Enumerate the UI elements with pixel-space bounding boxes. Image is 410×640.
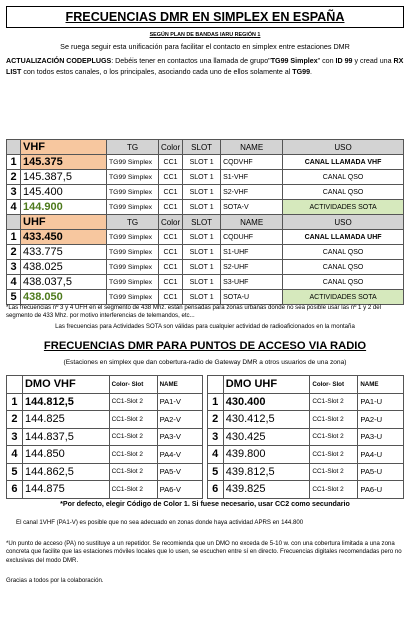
codeplugs-tg: TG99 Simplex bbox=[270, 57, 318, 65]
frequency-cell: 144.900 bbox=[21, 200, 107, 215]
vhf-header-row bbox=[7, 140, 404, 155]
codeplugs-text-3: y cread una bbox=[352, 57, 394, 65]
slot-header: SLOT bbox=[183, 140, 221, 155]
row-number: 6 bbox=[7, 481, 23, 499]
uhf-slot-cell: CC1-Slot 2 bbox=[310, 411, 358, 429]
table-row bbox=[7, 411, 404, 429]
vhf-slot-header: Color- Slot bbox=[109, 376, 157, 394]
row-number: 5 bbox=[7, 463, 23, 481]
color-header: Color bbox=[159, 140, 183, 155]
color-cell: CC1 bbox=[159, 155, 183, 170]
name-cell: S1-VHF bbox=[221, 170, 283, 185]
header-num-cell bbox=[7, 215, 21, 230]
frequency-cell: 145.375 bbox=[21, 155, 107, 170]
slot-cell: SLOT 1 bbox=[183, 275, 221, 290]
uhf-name-header: NAME bbox=[358, 376, 404, 394]
vhf-frequency-cell: 144.825 bbox=[22, 411, 109, 429]
codeplugs-id: ID 99 bbox=[335, 57, 353, 65]
slot-cell: SLOT 1 bbox=[183, 245, 221, 260]
vhf-name-cell: PA5-V bbox=[157, 463, 203, 481]
color-code-note: *Por defecto, elegir Código de Color 1. Si fuese necesario, usar CC2 como secundario bbox=[60, 500, 350, 508]
tg-cell: TG99 Simplex bbox=[107, 200, 159, 215]
color-cell: CC1 bbox=[159, 290, 183, 305]
table-row bbox=[7, 155, 404, 170]
uhf-frequency-cell: 439.825 bbox=[223, 481, 310, 499]
vhf-frequency-cell: 144.875 bbox=[22, 481, 109, 499]
header-num-cell bbox=[207, 376, 223, 394]
row-number: 6 bbox=[207, 481, 223, 499]
codeplugs-tg2: TG99 bbox=[292, 67, 311, 76]
color-cell: CC1 bbox=[159, 245, 183, 260]
color-header: Color bbox=[159, 215, 183, 230]
uhf-frequency-cell: 439.812,5 bbox=[223, 463, 310, 481]
simplex-frequency-table bbox=[6, 139, 404, 305]
frequency-cell: 433.775 bbox=[21, 245, 107, 260]
intro-text: Se ruega seguir esta unificación para facilitar el contacto en simplex entre estaciones DMR bbox=[60, 42, 350, 51]
slot-cell: SLOT 1 bbox=[183, 155, 221, 170]
color-cell: CC1 bbox=[159, 200, 183, 215]
vhf-frequency-cell: 144.850 bbox=[22, 446, 109, 464]
dmo-vhf-header: DMO VHF bbox=[22, 376, 109, 394]
name-cell: SOTA-V bbox=[221, 200, 283, 215]
vhf-slot-cell: CC1-Slot 2 bbox=[109, 481, 157, 499]
table-row bbox=[7, 230, 404, 245]
uhf-frequency-cell: 439.800 bbox=[223, 446, 310, 464]
slot-cell: SLOT 1 bbox=[183, 260, 221, 275]
frequency-cell: 438.050 bbox=[21, 290, 107, 305]
vhf-name-header: NAME bbox=[157, 376, 203, 394]
uhf-frequency-cell: 430.400 bbox=[223, 393, 310, 411]
uso-cell: CANAL LLAMADA VHF bbox=[283, 155, 404, 170]
uhf-slot-cell: CC1-Slot 2 bbox=[310, 463, 358, 481]
uhf-header-row bbox=[7, 215, 404, 230]
uhf-slot-cell: CC1-Slot 2 bbox=[310, 428, 358, 446]
codeplugs-text-1: : Debéis tener en contactos una llamada de grupo" bbox=[111, 57, 271, 65]
slot-cell: SLOT 1 bbox=[183, 230, 221, 245]
table-row bbox=[7, 275, 404, 290]
uso-cell: CANAL QSO bbox=[283, 275, 404, 290]
aprs-note: El canal 1VHF (PA1-V) es posible que no sea adecuado en zonas donde haya actividad APRS en 144.800 bbox=[16, 519, 304, 526]
uso-header: USO bbox=[283, 140, 404, 155]
vhf-name-cell: PA6-V bbox=[157, 481, 203, 499]
name-cell: CQDUHF bbox=[221, 230, 283, 245]
row-number: 2 bbox=[7, 170, 21, 185]
vhf-slot-cell: CC1-Slot 2 bbox=[109, 463, 157, 481]
row-number: 3 bbox=[7, 260, 21, 275]
access-point-table bbox=[6, 375, 404, 499]
uhf-slot-header: Color- Slot bbox=[310, 376, 358, 394]
table-row bbox=[7, 393, 404, 411]
name-cell: CQDVHF bbox=[221, 155, 283, 170]
frequency-cell: 438.025 bbox=[21, 260, 107, 275]
row-number: 3 bbox=[7, 428, 23, 446]
thanks-note: Gracias a todos por la colaboración. bbox=[6, 577, 104, 584]
uso-cell: CANAL QSO bbox=[283, 245, 404, 260]
uso-cell: CANAL LLAMADA UHF bbox=[283, 230, 404, 245]
vhf-frequency-cell: 144.837,5 bbox=[22, 428, 109, 446]
tg-cell: TG99 Simplex bbox=[107, 290, 159, 305]
uhf-urban-note: *Las frecuencias nº 3 y 4 UFH en el segmento de 438 Mhz. están pensadas para zonas urbanas donde no sea posible usar las nº 1 y 2 del segmento de 433 Mhz. por motivo interferencias de telemandos, etc... bbox=[6, 304, 382, 320]
row-number: 4 bbox=[7, 446, 23, 464]
header-num-cell bbox=[7, 376, 23, 394]
uhf-name-cell: PA1-U bbox=[358, 393, 404, 411]
uhf-slot-cell: CC1-Slot 2 bbox=[310, 446, 358, 464]
row-number: 5 bbox=[7, 290, 21, 305]
frequency-cell: 433.450 bbox=[21, 230, 107, 245]
row-number: 3 bbox=[7, 185, 21, 200]
uhf-name-cell: PA3-U bbox=[358, 428, 404, 446]
uhf-name-cell: PA5-U bbox=[358, 463, 404, 481]
vhf-frequency-cell: 144.862,5 bbox=[22, 463, 109, 481]
codeplugs-label: ACTUALIZACIÓN CODEPLUGS bbox=[6, 57, 112, 65]
color-cell: CC1 bbox=[159, 260, 183, 275]
section-title: FRECUENCIAS DMR PARA PUNTOS DE ACCESO VIA RADIO bbox=[43, 340, 367, 352]
row-number: 1 bbox=[207, 393, 223, 411]
uso-cell: ACTIVIDADES SOTA bbox=[283, 200, 404, 215]
uhf-slot-cell: CC1-Slot 2 bbox=[310, 481, 358, 499]
row-number: 4 bbox=[7, 275, 21, 290]
vhf-frequency-cell: 144.812,5 bbox=[22, 393, 109, 411]
table-row bbox=[7, 200, 404, 215]
vhf-slot-cell: CC1-Slot 2 bbox=[109, 428, 157, 446]
slot-cell: SLOT 1 bbox=[183, 290, 221, 305]
table-row bbox=[7, 428, 404, 446]
uhf-slot-cell: CC1-Slot 2 bbox=[310, 393, 358, 411]
uhf-name-cell: PA2-U bbox=[358, 411, 404, 429]
tg-cell: TG99 Simplex bbox=[107, 260, 159, 275]
vhf-name-cell: PA1-V bbox=[157, 393, 203, 411]
uhf-name-cell: PA6-U bbox=[358, 481, 404, 499]
row-number: 2 bbox=[207, 411, 223, 429]
vhf-slot-cell: CC1-Slot 2 bbox=[109, 411, 157, 429]
table-row bbox=[7, 260, 404, 275]
name-cell: SOTA-U bbox=[221, 290, 283, 305]
row-number: 5 bbox=[207, 463, 223, 481]
table-row bbox=[7, 245, 404, 260]
table-row bbox=[7, 290, 404, 305]
codeplugs-text-2: " con bbox=[317, 57, 336, 65]
frequency-cell: 438.037,5 bbox=[21, 275, 107, 290]
name-header: NAME bbox=[221, 215, 283, 230]
codeplugs-text-5: . bbox=[310, 67, 313, 76]
table-row bbox=[7, 446, 404, 464]
vhf-slot-cell: CC1-Slot 2 bbox=[109, 393, 157, 411]
uso-header: USO bbox=[283, 215, 404, 230]
uso-cell: CANAL QSO bbox=[283, 170, 404, 185]
color-cell: CC1 bbox=[159, 170, 183, 185]
tg-header: TG bbox=[107, 215, 159, 230]
uhf-name-cell: PA4-U bbox=[358, 446, 404, 464]
tg-cell: TG99 Simplex bbox=[107, 245, 159, 260]
row-number: 2 bbox=[7, 245, 21, 260]
slot-cell: SLOT 1 bbox=[183, 185, 221, 200]
codeplugs-text-4: con todos estos canales, o los principales, asociando cada uno de ellos solamente al bbox=[21, 67, 293, 76]
table-row bbox=[7, 463, 404, 481]
name-header: NAME bbox=[221, 140, 283, 155]
dmo-uhf-header: DMO UHF bbox=[223, 376, 310, 394]
dmo-header-row bbox=[7, 376, 404, 394]
name-cell: S1-UHF bbox=[221, 245, 283, 260]
table-row bbox=[7, 185, 404, 200]
uso-cell: ACTIVIDADES SOTA bbox=[283, 290, 404, 305]
row-number: 4 bbox=[7, 200, 21, 215]
uhf-band-header: UHF bbox=[21, 215, 107, 230]
slot-header: SLOT bbox=[183, 215, 221, 230]
table-row bbox=[7, 170, 404, 185]
row-number: 4 bbox=[207, 446, 223, 464]
row-number: 1 bbox=[7, 155, 21, 170]
section-subtitle: (Estaciones en simplex que dan cobertura-radio de Gateway DMR a otros usuarios de una zona) bbox=[63, 359, 347, 366]
tg-cell: TG99 Simplex bbox=[107, 275, 159, 290]
tg-cell: TG99 Simplex bbox=[107, 155, 159, 170]
slot-cell: SLOT 1 bbox=[183, 170, 221, 185]
tg-header: TG bbox=[107, 140, 159, 155]
name-cell: S3-UHF bbox=[221, 275, 283, 290]
row-number: 1 bbox=[7, 393, 23, 411]
color-cell: CC1 bbox=[159, 185, 183, 200]
codeplugs-rx: RX LIST bbox=[6, 57, 404, 76]
tg-cell: TG99 Simplex bbox=[107, 185, 159, 200]
access-point-note: *Un punto de acceso (PA) no sustituye a un repetidor. Se recomienda que un DMO no exceda de 5-10 w. con una cobertura limitada a una zona concreta que facilite que las estaciones móviles locales que lo usen, se escuchen entre sí en directo. Frecuencias digitales recomendadas pero no exclusivas del modo DMR. bbox=[6, 540, 402, 564]
header-num-cell bbox=[7, 140, 21, 155]
codeplugs-paragraph bbox=[6, 56, 404, 78]
vhf-band-header: VHF bbox=[21, 140, 107, 155]
frequency-cell: 145.387,5 bbox=[21, 170, 107, 185]
page-title: FRECUENCIAS DMR EN SIMPLEX EN ESPAÑA bbox=[6, 6, 404, 28]
name-cell: S2-VHF bbox=[221, 185, 283, 200]
vhf-name-cell: PA3-V bbox=[157, 428, 203, 446]
tg-cell: TG99 Simplex bbox=[107, 230, 159, 245]
vhf-name-cell: PA2-V bbox=[157, 411, 203, 429]
uhf-frequency-cell: 430.425 bbox=[223, 428, 310, 446]
uso-cell: CANAL QSO bbox=[283, 260, 404, 275]
page-subtitle: SEGÚN PLAN DE BANDAS IARU REGIÓN 1 bbox=[149, 32, 261, 38]
uso-cell: CANAL QSO bbox=[283, 185, 404, 200]
row-number: 1 bbox=[7, 230, 21, 245]
vhf-slot-cell: CC1-Slot 2 bbox=[109, 446, 157, 464]
sota-note: Las frecuencias para Actividades SOTA son válidas para cualquier actividad de radioaficionados en la montaña bbox=[55, 323, 355, 330]
uhf-frequency-cell: 430.412,5 bbox=[223, 411, 310, 429]
color-cell: CC1 bbox=[159, 230, 183, 245]
row-number: 2 bbox=[7, 411, 23, 429]
slot-cell: SLOT 1 bbox=[183, 200, 221, 215]
tg-cell: TG99 Simplex bbox=[107, 170, 159, 185]
color-cell: CC1 bbox=[159, 275, 183, 290]
vhf-name-cell: PA4-V bbox=[157, 446, 203, 464]
table-row bbox=[7, 481, 404, 499]
name-cell: S2-UHF bbox=[221, 260, 283, 275]
row-number: 3 bbox=[207, 428, 223, 446]
frequency-cell: 145.400 bbox=[21, 185, 107, 200]
